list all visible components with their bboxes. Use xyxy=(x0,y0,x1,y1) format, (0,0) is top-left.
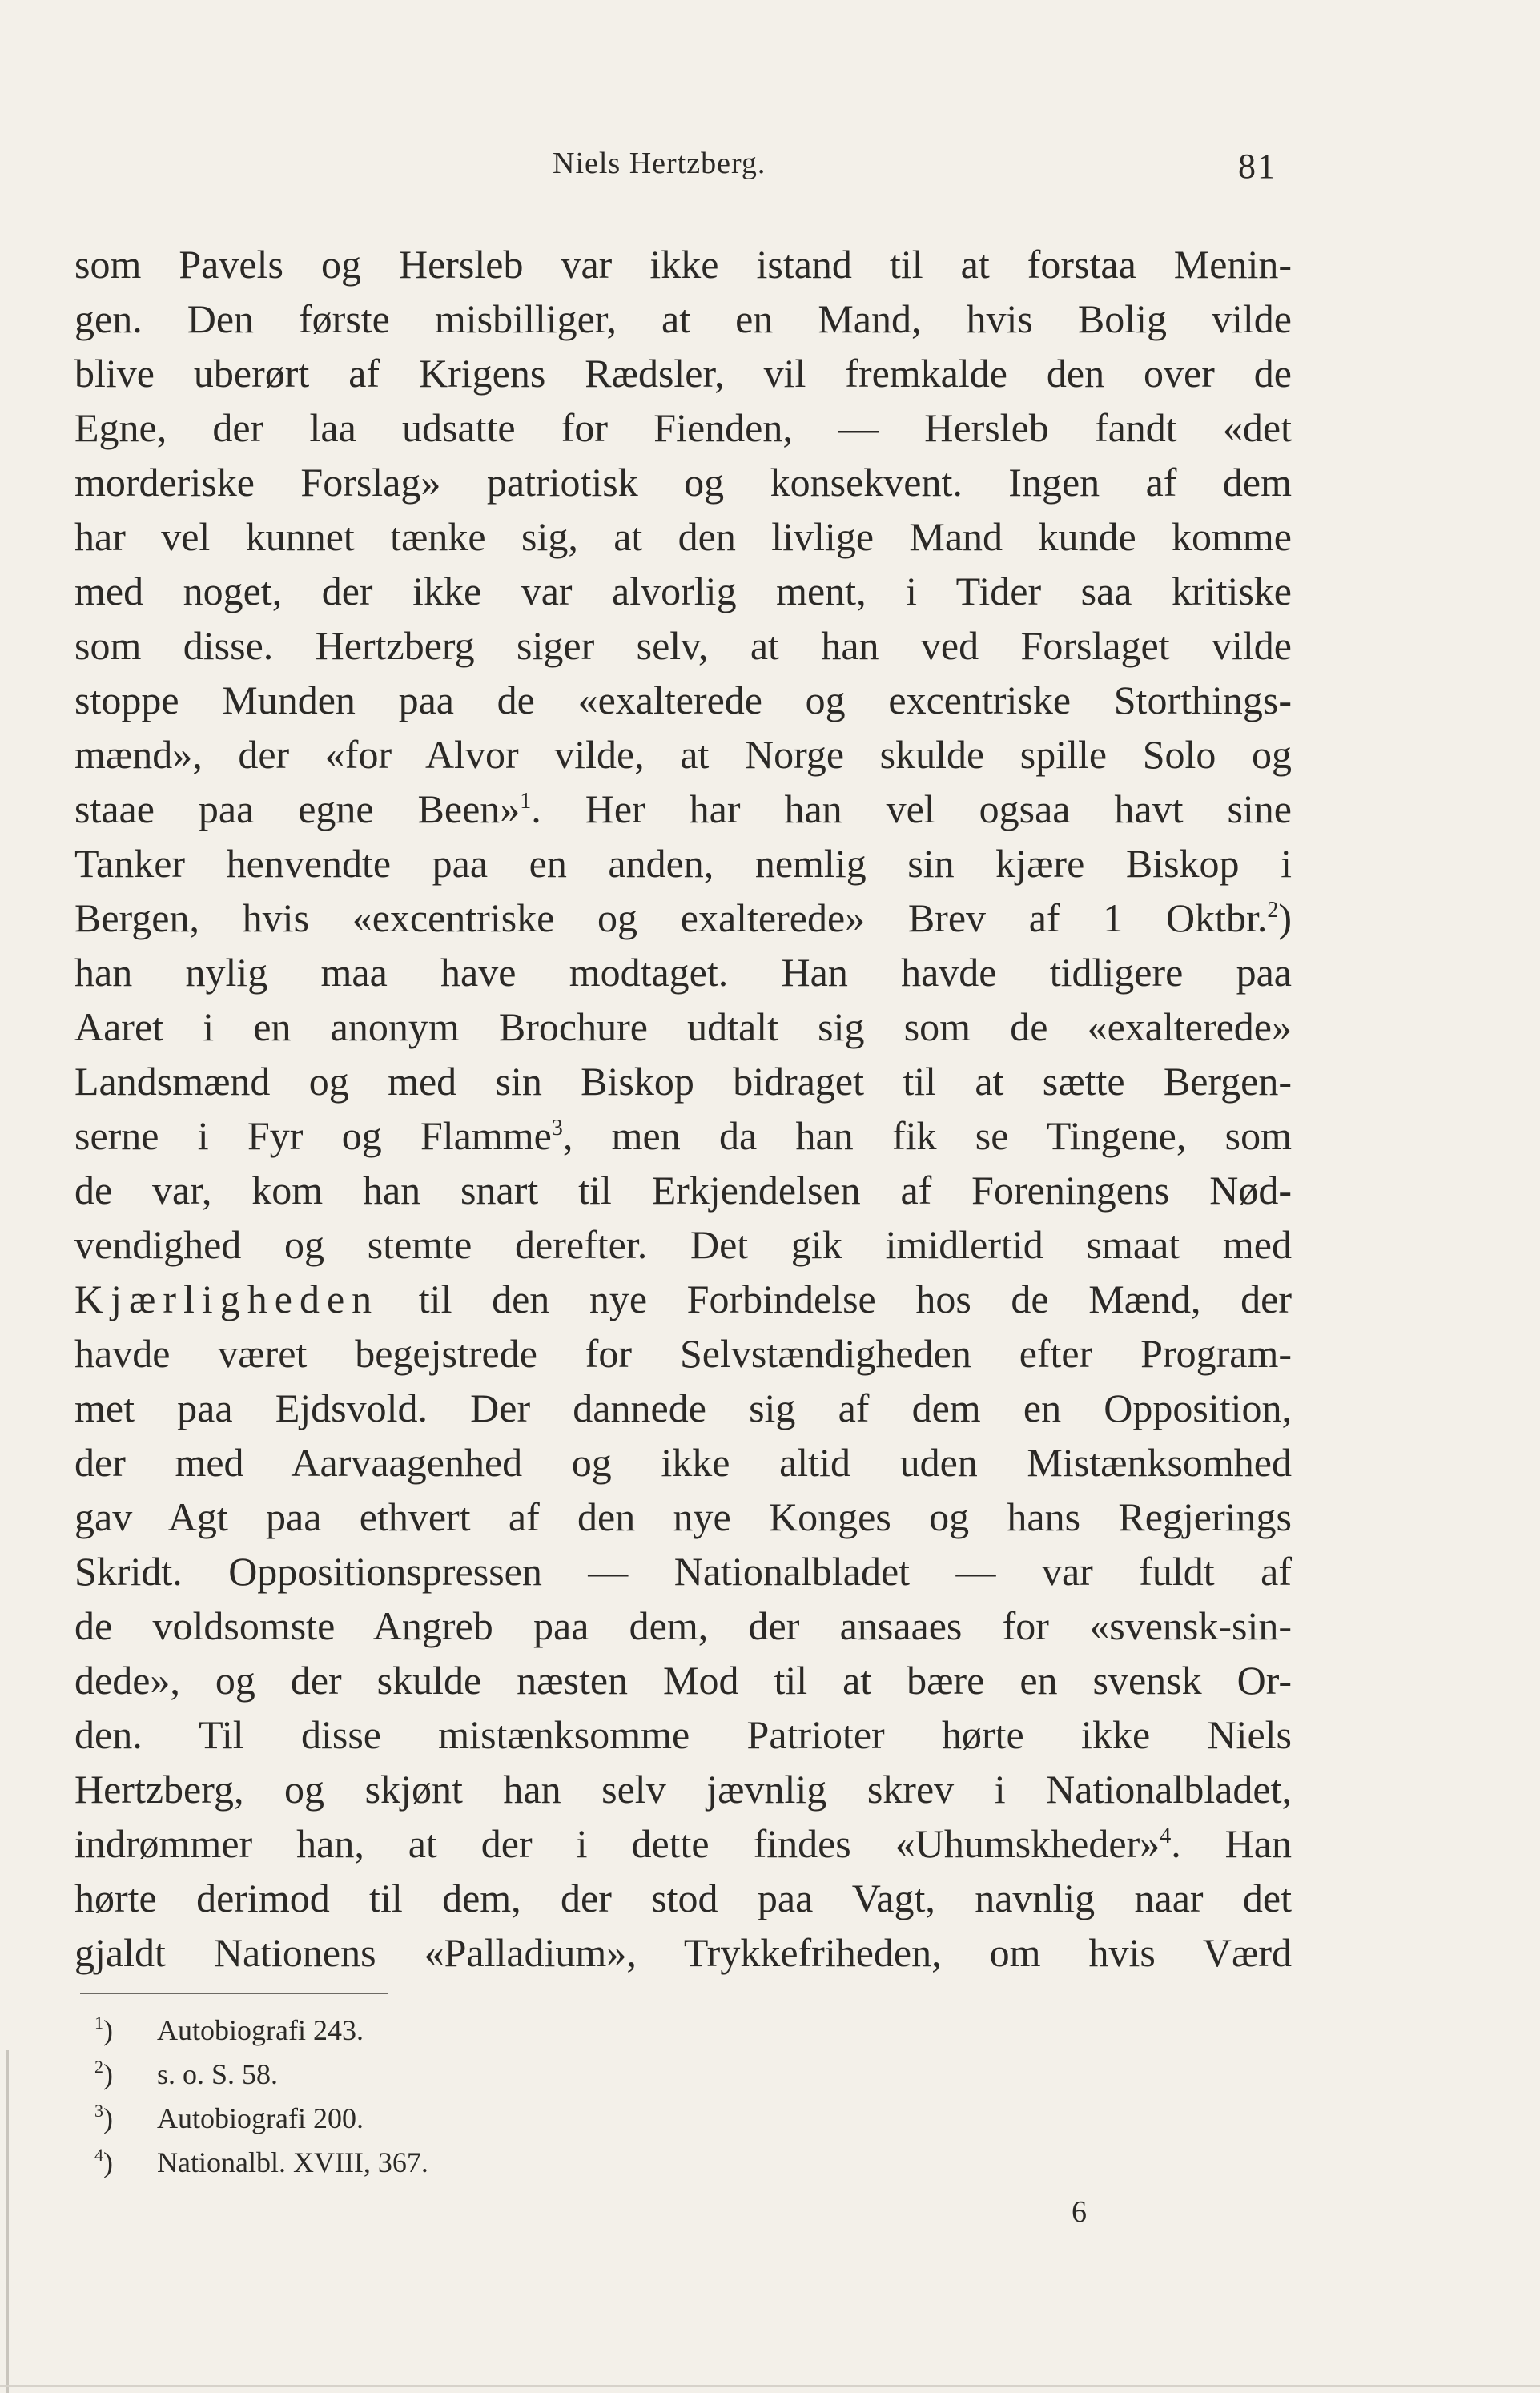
footnote-number: 4 xyxy=(94,2145,103,2165)
text-line: dede», og der skulde næsten Mod til at bære en svensk Or- xyxy=(74,1658,1292,1703)
footnote xyxy=(94,2009,815,2053)
text-line: Aaret i en anonym Brochure udtalt sig som de «exalterede» xyxy=(74,1004,1292,1049)
text-line-with-spacing xyxy=(74,1272,1292,1326)
line-segment: Bergen, hvis «excentriske og exalterede» Brev af 1 Oktbr. xyxy=(74,895,1268,940)
footnote-mark: $^2$) xyxy=(94,2057,113,2090)
signature-mark: 6 xyxy=(1072,2195,1087,2229)
text-line-with-note xyxy=(74,1108,1292,1163)
running-title: Niels Hertzberg. xyxy=(553,147,766,180)
line-segment: serne i Fyr og Flamme xyxy=(74,1113,552,1158)
footnote-text: Nationalbl. XVIII, 367. xyxy=(157,2146,428,2178)
text-line: han nylig maa have modtaget. Han havde tidligere paa xyxy=(74,950,1292,995)
body-text xyxy=(74,237,1292,1980)
footnote-number: 1 xyxy=(94,2013,103,2033)
text-line: met paa Ejdsvold. Der dannede sig af dem en Opposition, xyxy=(74,1386,1292,1430)
footnote-ref: 2 xyxy=(1267,898,1279,923)
text-line: de voldsomste Angreb paa dem, der ansaaes for «svensk-sin- xyxy=(74,1603,1292,1648)
text-line: morderiske Forslag» patriotisk og konsekvent. Ingen af dem xyxy=(74,460,1292,505)
footnotes xyxy=(94,2009,815,2185)
text-line: som Pavels og Hersleb var ikke istand til at forstaa Menin- xyxy=(74,242,1292,287)
footnote-mark: $^3$) xyxy=(94,2101,113,2134)
text-line: Tanker henvendte paa en anden, nemlig sin kjære Biskop i xyxy=(74,841,1292,886)
footnote-text: Autobiografi 243. xyxy=(157,2014,364,2046)
scan-bottom-edge xyxy=(0,2385,1540,2387)
footnote-number: 3 xyxy=(94,2101,103,2121)
line-segment: . Han xyxy=(1171,1821,1292,1866)
text-line: Egne, der laa udsatte for Fienden, — Hersleb fandt «det xyxy=(74,405,1292,450)
footnote-ref: 1 xyxy=(520,789,532,814)
spaced-word: Kjærligheden xyxy=(74,1277,380,1321)
scan-edge-shadow xyxy=(6,2050,9,2393)
text-line: gen. Den første misbilliger, at en Mand, hvis Bolig vilde xyxy=(74,296,1292,341)
text-line: har vel kunnet tænke sig, at den livlige Mand kunde komme xyxy=(74,514,1292,559)
text-line: som disse. Hertzberg siger selv, at han ved Forslaget vilde xyxy=(74,623,1292,668)
text-line: Landsmænd og med sin Biskop bidraget til at sætte Bergen- xyxy=(74,1059,1292,1104)
line-segment: . Her har han vel ogsaa havt sine xyxy=(531,786,1292,831)
footnote-text: s. o. S. 58. xyxy=(157,2058,279,2090)
footnote-mark: $^4$) xyxy=(94,2145,113,2178)
footnote xyxy=(94,2141,815,2185)
text-line: Skridt. Oppositionspressen — Nationalbladet — var fuldt af xyxy=(74,1549,1292,1594)
text-line: der med Aarvaagenhed og ikke altid uden Mistænksomhed xyxy=(74,1440,1292,1485)
text-line: vendighed og stemte derefter. Det gik imidlertid smaat med xyxy=(74,1222,1292,1267)
footnote-mark: $^1$) xyxy=(94,2013,113,2046)
text-line: havde været begejstrede for Selvstændigheden efter Program- xyxy=(74,1331,1292,1376)
line-segment: til den nye Forbindelse hos de Mænd, der xyxy=(379,1277,1292,1321)
footnote-divider xyxy=(80,1993,388,1994)
text-line-with-note: Bergen, hvis «excentriske og exalterede» Brev af 1 Oktbr.$^2$) xyxy=(74,895,1292,940)
page-number: 81 xyxy=(1238,147,1277,186)
footnote-ref: 3 xyxy=(551,1116,563,1140)
line-segment: staae paa egne Been» xyxy=(74,786,521,831)
text-line: Hertzberg, og skjønt han selv jævnlig skrev i Nationalbladet, xyxy=(74,1767,1292,1812)
text-line-with-note xyxy=(74,782,1292,836)
text-line: de var, kom han snart til Erkjendelsen af Foreningens Nød- xyxy=(74,1168,1292,1213)
text-line: mænd», der «for Alvor vilde, at Norge skulde spille Solo og xyxy=(74,732,1292,777)
text-line: gjaldt Nationens «Palladium», Trykkefriheden, om hvis Værd xyxy=(74,1930,1292,1975)
text-line: med noget, der ikke var alvorlig ment, i Tider saa kritiske xyxy=(74,569,1292,613)
footnote-ref: 4 xyxy=(1160,1824,1172,1848)
footnote xyxy=(94,2097,815,2141)
line-segment: , men da han fik se Tingene, som xyxy=(562,1113,1292,1158)
footnote xyxy=(94,2053,815,2097)
text-line: den. Til disse mistænksomme Patrioter hørte ikke Niels xyxy=(74,1712,1292,1757)
text-line: gav Agt paa ethvert af den nye Konges og hans Regjerings xyxy=(74,1494,1292,1539)
footnote-text: Autobiografi 200. xyxy=(157,2102,364,2134)
running-head xyxy=(0,146,1540,194)
text-line: stoppe Munden paa de «exalterede og excentriske Storthings- xyxy=(74,678,1292,722)
footnote-number: 2 xyxy=(94,2057,103,2077)
line-segment: indrømmer han, at der i dette findes «Uhumskheder» xyxy=(74,1821,1160,1866)
text-line: blive uberørt af Krigens Rædsler, vil fremkalde den over de xyxy=(74,351,1292,396)
text-line: hørte derimod til dem, der stod paa Vagt, navnlig naar det xyxy=(74,1876,1292,1920)
text-line-with-note xyxy=(74,1816,1292,1871)
